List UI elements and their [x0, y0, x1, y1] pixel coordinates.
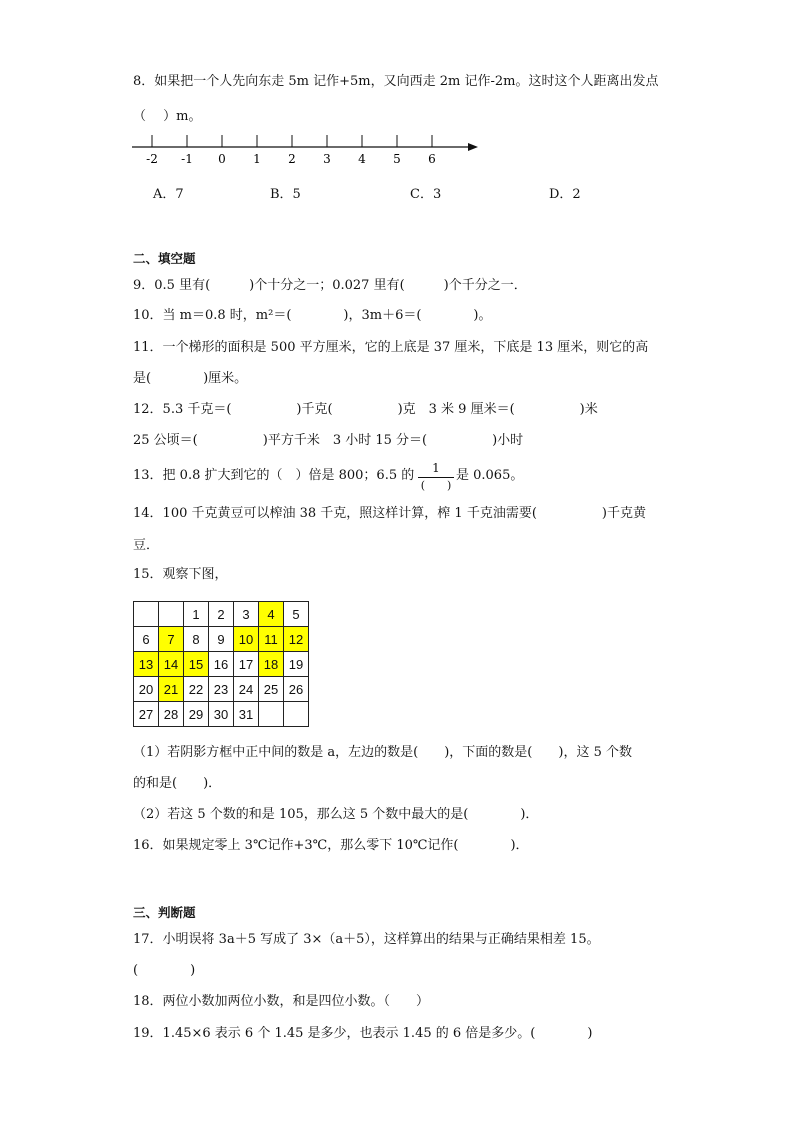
grid-row	[134, 702, 309, 727]
number-line-label: 3	[323, 152, 331, 166]
grid-cell: 31	[234, 702, 259, 727]
grid-cell: 24	[234, 677, 259, 702]
section-title-fill-blank: 二、填空题	[133, 251, 196, 266]
grid-cell: 10	[234, 627, 259, 652]
q10: 10．当 m＝0.8 时，m²＝( )，3m＋6＝( )。	[133, 308, 492, 323]
option-a[interactable]: A．7	[153, 187, 184, 202]
number-line-label: 4	[358, 152, 366, 166]
number-line-label: -2	[146, 152, 158, 166]
grid-cell: 26	[284, 677, 309, 702]
number-line-label: 0	[218, 152, 226, 166]
grid-row	[134, 677, 309, 702]
grid-cell: 6	[134, 627, 159, 652]
grid-cell: 29	[184, 702, 209, 727]
number-line-label: 6	[428, 152, 436, 166]
grid-cell: 9	[209, 627, 234, 652]
q15-part1-line2: 的和是( )．	[133, 776, 222, 791]
option-b[interactable]: B．5	[270, 187, 301, 202]
grid-cell	[284, 702, 309, 727]
number-line-label: -1	[181, 152, 193, 166]
arrow-right-icon	[468, 143, 478, 151]
q19: 19．1.45×6 表示 6 个 1.45 是多少，也表示 1.45 的 6 倍是多少。( )	[133, 1026, 593, 1041]
grid-cell: 3	[234, 602, 259, 627]
grid-cell	[259, 702, 284, 727]
grid-cell: 17	[234, 652, 259, 677]
q15-title: 15．观察下图，	[133, 567, 228, 582]
q18: 18．两位小数加两位小数，和是四位小数。（ ）	[133, 994, 430, 1009]
calendar-grid	[133, 601, 309, 727]
grid-cell: 16	[209, 652, 234, 677]
grid-cell: 27	[134, 702, 159, 727]
q15-part2: （2）若这 5 个数的和是 105，那么这 5 个数中最大的是( )．	[133, 807, 539, 822]
q12-line1: 12．5.3 千克＝( )千克( )克 3 米 9 厘米＝( )米	[133, 402, 598, 417]
q13-text-b: 是 0.065。	[456, 468, 524, 483]
section-title-judgement: 三、判断题	[133, 905, 196, 920]
grid-cell: 4	[259, 602, 284, 627]
q9: 9．0.5 里有( )个十分之一；0.027 里有( )个千分之一．	[133, 278, 527, 293]
q16: 16．如果规定零上 3℃记作+3℃，那么零下 10℃记作( )．	[133, 838, 529, 853]
q15-part1-line1: （1）若阴影方框中正中间的数是 a，左边的数是( )，下面的数是( )，这 5 个数	[133, 745, 632, 760]
q8-text: 8．如果把一个人先向东走 5m 记作+5m，又向西走 2m 记作-2m。这时这个人距离出发点	[133, 74, 659, 89]
q14-line1: 14．100 千克黄豆可以榨油 38 千克，照这样计算，榨 1 千克油需要( )千克黄	[133, 506, 646, 521]
grid-cell: 8	[184, 627, 209, 652]
option-d[interactable]: D．2	[549, 187, 581, 202]
grid-cell	[134, 602, 159, 627]
grid-cell: 5	[284, 602, 309, 627]
q14-line2: 豆．	[133, 538, 160, 553]
grid-cell: 14	[159, 652, 184, 677]
number-line	[130, 130, 480, 170]
fraction-bar	[418, 477, 454, 478]
number-line-label: 1	[253, 152, 261, 166]
fraction-denominator: ( )	[420, 479, 452, 492]
grid-cell: 18	[259, 652, 284, 677]
q13-fraction	[416, 461, 456, 495]
q17-line1: 17．小明误将 3a＋5 写成了 3×（a＋5），这样算出的结果与正确结果相差 15。	[133, 932, 600, 947]
grid-cell: 19	[284, 652, 309, 677]
grid-row	[134, 602, 309, 627]
q12-line2: 25 公顷＝( )平方千米 3 小时 15 分＝( )小时	[133, 433, 524, 448]
q11-line2: 是( )厘米。	[133, 371, 248, 386]
grid-cell: 11	[259, 627, 284, 652]
grid-cell: 20	[134, 677, 159, 702]
grid-cell: 15	[184, 652, 209, 677]
grid-cell: 21	[159, 677, 184, 702]
q17-line2: ( )	[133, 963, 196, 978]
grid-cell: 2	[209, 602, 234, 627]
q11-line1: 11．一个梯形的面积是 500 平方厘米，它的上底是 37 厘米，下底是 13 厘米，则它的高	[133, 340, 649, 355]
grid-row	[134, 652, 309, 677]
number-line-label: 2	[288, 152, 296, 166]
number-line-label: 5	[393, 152, 401, 166]
grid-cell: 13	[134, 652, 159, 677]
grid-cell: 1	[184, 602, 209, 627]
grid-cell: 22	[184, 677, 209, 702]
q13-text-a: 13．把 0.8 扩大到它的（ ）倍是 800；6.5 的	[133, 468, 415, 483]
grid-cell: 12	[284, 627, 309, 652]
option-c[interactable]: C．3	[410, 187, 442, 202]
grid-cell: 7	[159, 627, 184, 652]
grid-cell	[159, 602, 184, 627]
fraction-numerator: 1	[432, 461, 440, 475]
grid-cell: 25	[259, 677, 284, 702]
grid-cell: 28	[159, 702, 184, 727]
grid-cell: 23	[209, 677, 234, 702]
q8-text-2: （ ）m。	[133, 109, 202, 124]
grid-row	[134, 627, 309, 652]
grid-cell: 30	[209, 702, 234, 727]
